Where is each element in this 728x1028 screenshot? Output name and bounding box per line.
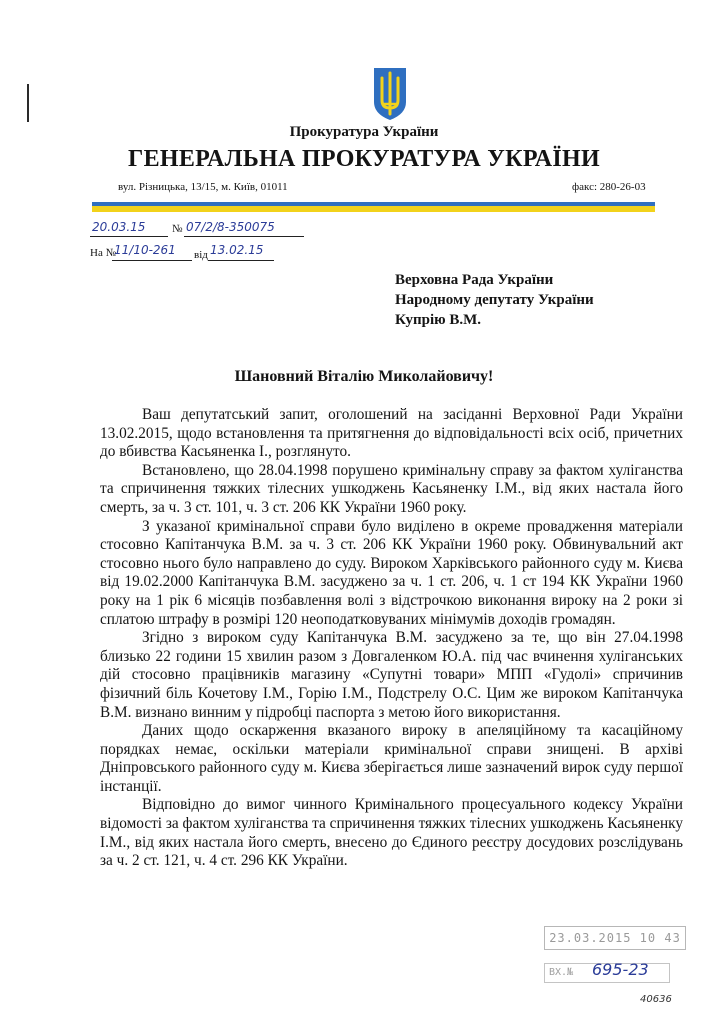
recipient-line-3: Купрію В.М. bbox=[395, 312, 482, 328]
page-code: 40636 bbox=[640, 994, 672, 1005]
registry-prefix: ВХ.№ bbox=[549, 967, 574, 978]
outgoing-date-underline bbox=[90, 236, 168, 237]
incoming-number: 11/10-261 bbox=[114, 243, 176, 257]
org-fax: факс: 280-26-03 bbox=[572, 181, 646, 193]
paragraph-3: З указаної кримінальної справи було виділено в окреме провадження матеріали стосовно Капітанчука В.М. за ч. 3 ст. 206 КК України 1960 року. Обвинувальний акт стосовно нього було направлено до суду. Вироком Харківського районного суду м. Києва від 19.02.2000 Капітанчука В.М. засуджено за ч. 1 ст. 206, ч. 1 ст 194 КК України 1960 року на 1 рік 6 місяців позбавлення волі з відстрочкою виконання вироку на 2 роки зі сплатою штрафу в розмірі 120 неоподатковуваних мінімумів доходів громадян. bbox=[100, 517, 683, 628]
incoming-number-underline bbox=[112, 260, 192, 261]
letter-body bbox=[100, 406, 683, 871]
incoming-date-label: від bbox=[194, 249, 208, 261]
paragraph-6: Відповідно до вимог чинного Кримінального процесуального кодексу України відомості за фактом хуліганства та спричинення тяжких тілесних ушкоджень Касьяненку І.М., від яких настала його смерть, внесено до Єдиного реєстру досудових розслідувань за ч. 2 ст. 121, ч. 4 ст. 296 КК України. bbox=[100, 796, 683, 870]
org-subtitle: Прокуратура України bbox=[289, 124, 439, 140]
flag-yellow-stripe bbox=[92, 206, 655, 212]
greeting: Шановний Віталію Миколайовичу! bbox=[234, 368, 494, 385]
org-title: ГЕНЕРАЛЬНА ПРОКУРАТУРА УКРАЇНИ bbox=[128, 146, 600, 172]
paragraph-4: Згідно з вироком суду Капітанчука В.М. засуджено за те, що він 27.04.1998 близько 22 години 15 хвилин разом з Довгаленком Ю.А. під час вчинення хуліганських дій стосовно працівників магазину «Супутні товари» МПП «Гудолі» спричинив фізичний біль Кочетову І.М., Горію І.М., Подстрелу О.С. Цим же вироком Капітанчука В.М. визнано винним у підробці паспорта з метою його використання. bbox=[100, 629, 683, 721]
flag-divider bbox=[92, 202, 655, 212]
recipient-line-1: Верховна Рада України bbox=[395, 272, 554, 288]
org-address: вул. Різницька, 13/15, м. Київ, 01011 bbox=[118, 181, 288, 193]
incoming-date-underline bbox=[208, 260, 274, 261]
paragraph-5: Даних щодо оскарження вказаного вироку в апеляційному та касаційному порядках немає, оскільки матеріали кримінальної справи знищені. В архіві Дніпровського районного суду м. Києва зберігається лише зазначений вирок суду першої інстанції. bbox=[100, 722, 683, 795]
outgoing-number: 07/2/8-350075 bbox=[186, 220, 275, 234]
received-stamp: 23.03.2015 10 43 bbox=[544, 926, 686, 950]
registry-number: 695-23 bbox=[592, 960, 649, 979]
incoming-date: 13.02.15 bbox=[210, 243, 264, 257]
paragraph-2: Встановлено, що 28.04.1998 порушено кримінальну справу за фактом хуліганства та спричинення тяжких тілесних ушкоджень Касьяненку І.М., від яких настала його смерть, за ч. 3 ст. 101, ч. 3 ст. 206 КК України 1960 року. bbox=[100, 461, 683, 516]
outgoing-date: 20.03.15 bbox=[92, 220, 146, 234]
trident-icon bbox=[370, 64, 410, 122]
outgoing-number-label: № bbox=[172, 223, 183, 235]
page-margin-mark bbox=[27, 84, 29, 122]
paragraph-1: Ваш депутатський запит, оголошений на засіданні Верховної Ради України 13.02.2015, щодо встановлення та притягнення до відповідальності всіх осіб, причетних до вбивства Касьяненка І., розглянуто. bbox=[100, 406, 683, 461]
recipient-line-2: Народному депутату України bbox=[395, 292, 594, 308]
outgoing-number-underline bbox=[184, 236, 304, 237]
incoming-prefix: На № bbox=[90, 247, 117, 259]
